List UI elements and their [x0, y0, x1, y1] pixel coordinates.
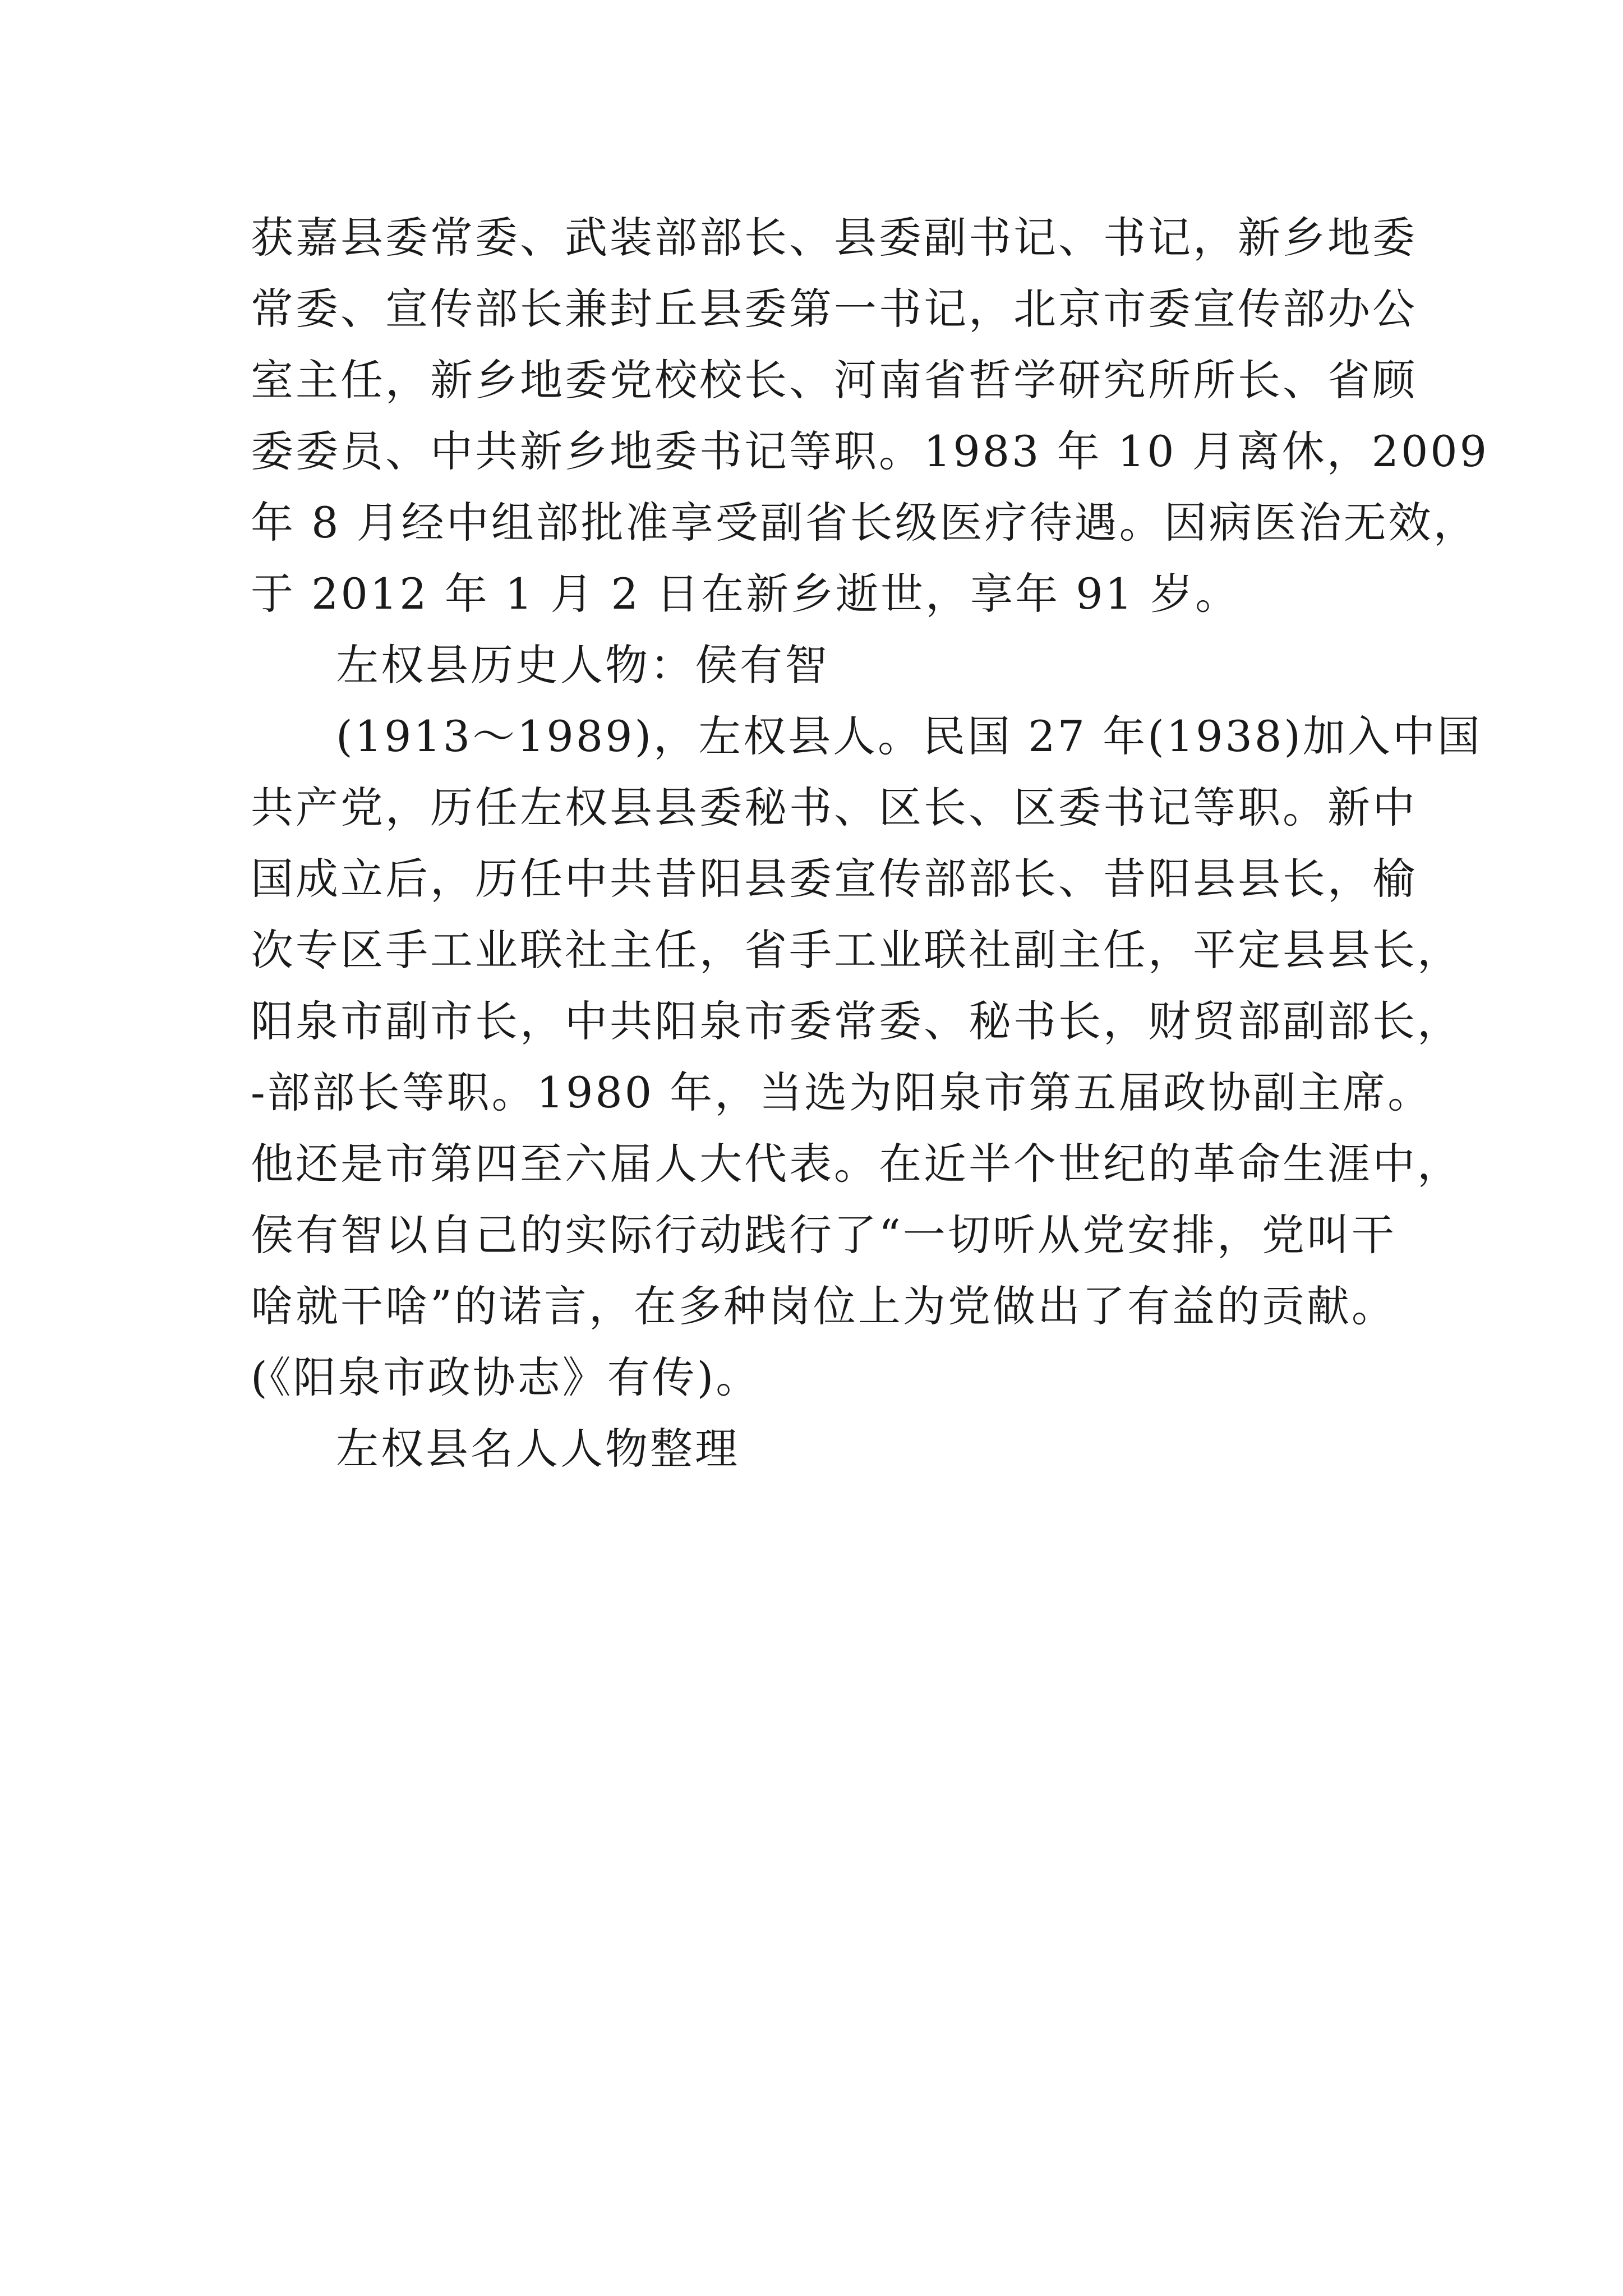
text-line: 啥就干啥”的诺言，在多种岗位上为党做出了有益的贡献。: [251, 1281, 1396, 1331]
text-line: 侯有智以自己的实际行动践行了“一切听从党安排，党叫干: [251, 1210, 1396, 1260]
text-line: (1913～1989)，左权县人。民国 27 年(1938)加入中国: [336, 711, 1482, 761]
text-line: 于 2012 年 1 月 2 日在新乡逝世，享年 91 岁。: [251, 569, 1241, 619]
closing-line: 左权县名人人物整理: [336, 1424, 740, 1474]
section-heading: 左权县历史人物：侯有智: [336, 640, 829, 690]
text-line: -部部长等职。1980 年，当选为阳泉市第五届政协副主席。: [251, 1068, 1433, 1117]
text-line: 室主任，新乡地委党校校长、河南省哲学研究所所长、省顾: [251, 355, 1417, 405]
text-line: 国成立后，历任中共昔阳县委宣传部部长、昔阳县县长，榆: [251, 854, 1417, 904]
text-line: 次专区手工业联社主任，省手工业联社副主任，平定县县长，: [251, 925, 1462, 975]
text-line: 他还是市第四至六届人大代表。在近半个世纪的革命生涯中，: [251, 1139, 1462, 1189]
text-line: 常委、宣传部长兼封丘县委第一书记，北京市委宣传部办公: [251, 284, 1417, 334]
text-line: 获嘉县委常委、武装部部长、县委副书记、书记，新乡地委: [251, 213, 1417, 263]
text-line: 委委员、中共新乡地委书记等职。1983 年 10 月离休，2009: [251, 426, 1490, 476]
text-line: 共产党，历任左权县县委秘书、区长、区委书记等职。新中: [251, 783, 1417, 832]
document-body: [251, 202, 1490, 1484]
text-line: 年 8 月经中组部批准享受副省长级医疗待遇。因病医治无效，: [251, 498, 1478, 547]
text-line: 阳泉市副市长，中共阳泉市委常委、秘书长，财贸部副部长，: [251, 996, 1462, 1046]
text-line: (《阳泉市政协志》有传)。: [251, 1352, 761, 1402]
